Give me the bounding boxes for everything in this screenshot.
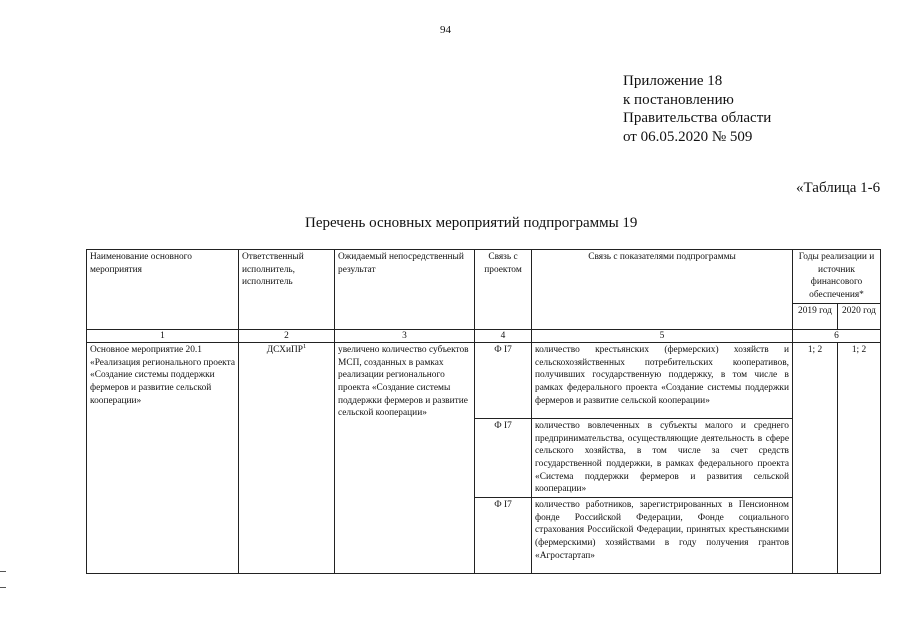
activities-table <box>86 249 881 574</box>
appendix-line-3: Правительства области <box>623 110 772 126</box>
activity-executor <box>239 342 335 573</box>
column-number: 4 <box>475 329 532 342</box>
indicator-text: количество работников, зарегистрированных в Пенсионном фонде Российской Федерации, Фонде социального страхования Российской Федерации, принятых крестьянскими (фермерскими) хозяйствами в году получения грантов «Агростартап» <box>532 498 793 574</box>
appendix-line-1: Приложение 18 <box>623 73 723 89</box>
column-number: 6 <box>793 329 881 342</box>
column-number: 5 <box>532 329 793 342</box>
header-years: Годы реализации и источник финансового обеспечения* <box>793 250 881 304</box>
table-label: «Таблица 1-6 <box>796 180 881 196</box>
column-number: 2 <box>239 329 335 342</box>
scan-margin-mark <box>0 587 6 588</box>
column-numbers-row <box>87 329 881 342</box>
activity-result: увеличено количество субъектов МСП, созданных в рамках реализации регионального проекта «Создание системы поддержки фермеров и развитие сельской кооперации» <box>335 342 475 573</box>
header-project-link: Связь с проектом <box>475 250 532 330</box>
year-2020-value: 1; 2 <box>838 342 881 573</box>
header-executor: Ответственный исполнитель, исполнитель <box>239 250 335 330</box>
project-link: Ф I7 <box>475 498 532 574</box>
year-2019-value: 1; 2 <box>793 342 838 573</box>
appendix-line-2: к постановлению <box>623 91 734 108</box>
appendix-header <box>623 72 771 146</box>
page-number: 94 <box>440 24 451 36</box>
column-number: 3 <box>335 329 475 342</box>
indicator-text: количество вовлеченных в субъекты малого и среднего предпринимательства, осуществляющие деятельность в сфере сельского хозяйства, в том числе за счет средств государственной поддержки, в рамках федерального проекта «Система поддержки фермеров и развития сельской кооперации» <box>532 418 793 497</box>
project-link: Ф I7 <box>475 418 532 497</box>
header-result: Ожидаемый непосредственный результат <box>335 250 475 330</box>
table-row <box>87 342 881 418</box>
header-indicators-link: Связь с показателями подпрограммы <box>532 250 793 330</box>
executor-footnote-mark: 1 <box>302 342 307 350</box>
document-title: Перечень основных мероприятий подпрограммы 19 <box>305 215 638 231</box>
header-name: Наименование основного мероприятия <box>87 250 239 330</box>
appendix-line-4: от 06.05.2020 № 509 <box>623 128 753 145</box>
indicator-text: количество крестьянских (фермерских) хозяйств и сельскохозяйственных потребительских кооперативов, получивших государственную поддержку, в том числе в рамках федерального проекта «Создание системы поддержки фермеров и развитие сельской кооперации» <box>532 342 793 418</box>
column-number: 1 <box>87 329 239 342</box>
scan-margin-mark <box>0 571 6 572</box>
activity-name: Основное мероприятие 20.1 «Реализация регионального проекта «Создание системы поддержки фермеров и развитие сельской кооперации» <box>87 342 239 573</box>
header-year-2020: 2020 год <box>838 303 881 329</box>
project-link: Ф I7 <box>475 342 532 418</box>
header-row <box>87 250 881 304</box>
executor-name: ДСХиПР <box>266 344 303 355</box>
header-year-2019: 2019 год <box>793 303 838 329</box>
